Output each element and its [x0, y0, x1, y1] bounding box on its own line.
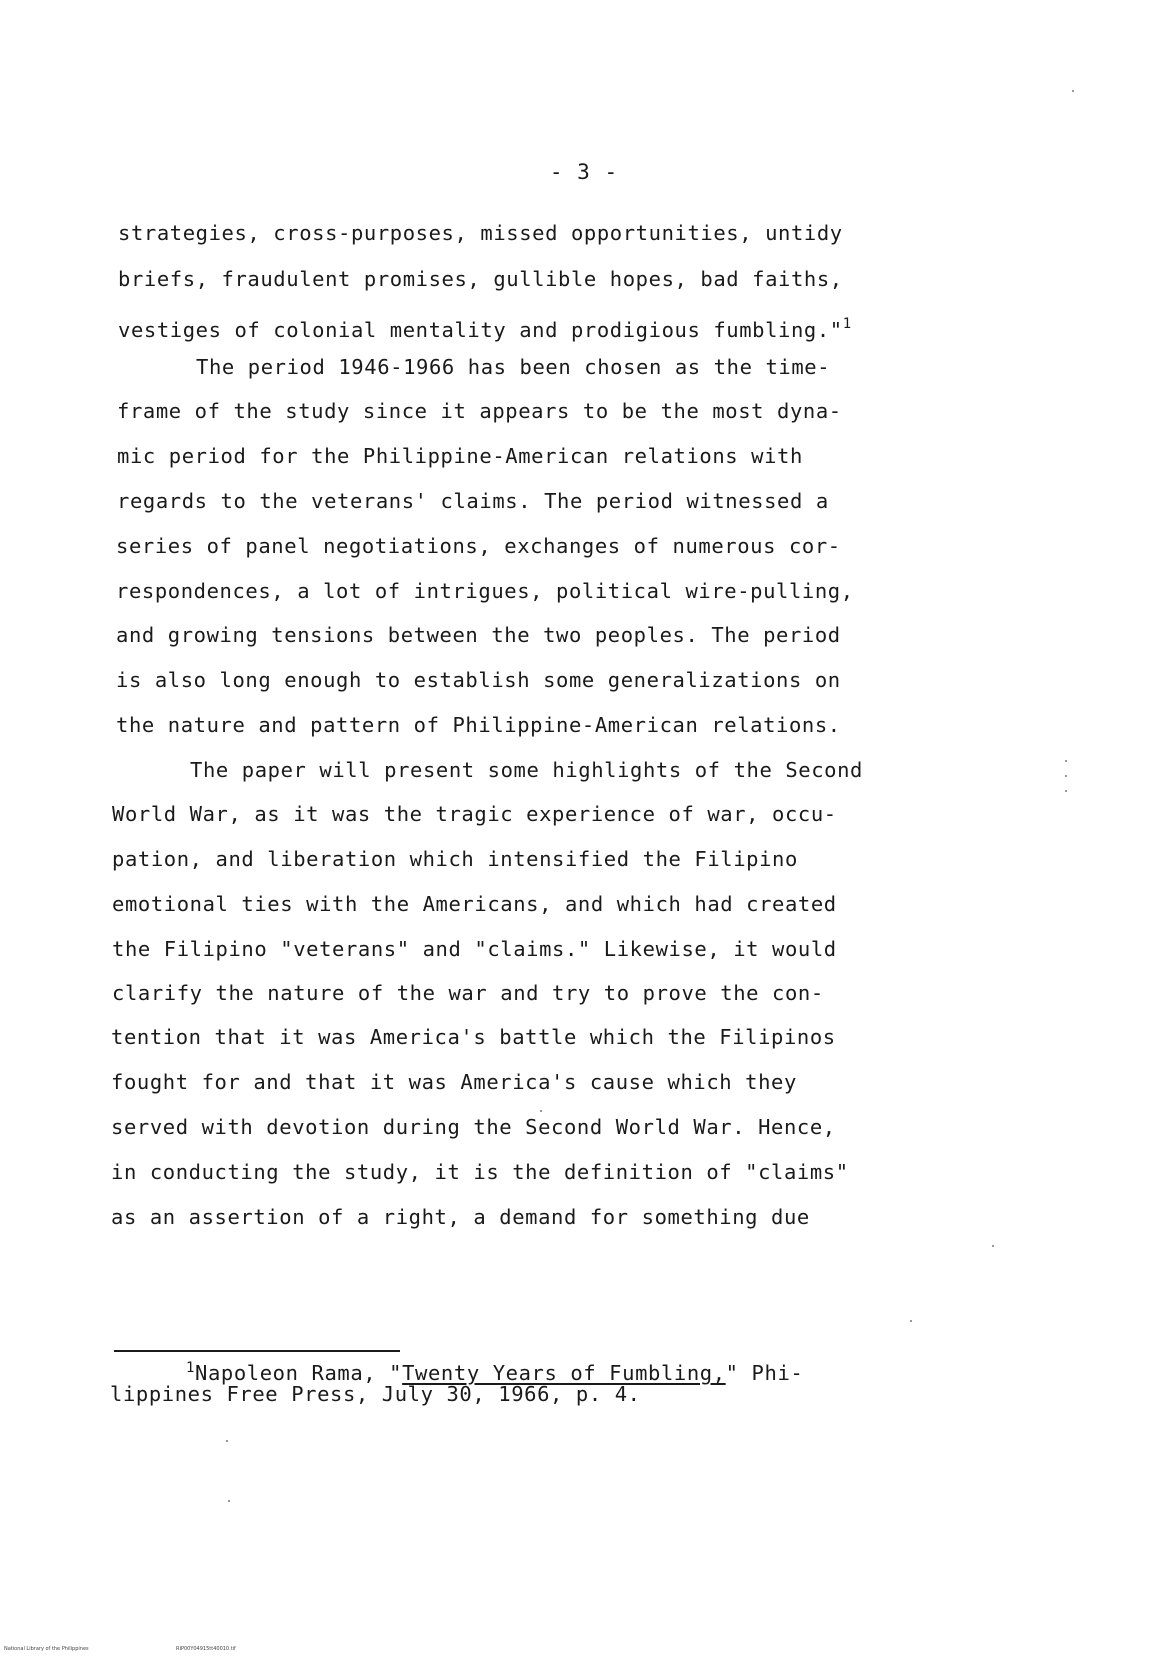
- scan-speck: [1065, 775, 1067, 777]
- scan-file-name: RIP00Y04915tt40010.tif: [176, 1646, 236, 1652]
- text-line: The paper will present some highlights of the Second: [190, 758, 863, 782]
- scan-speck: [992, 1245, 994, 1247]
- text-line: the Filipino "veterans" and "claims." Likewise, it would: [112, 937, 837, 961]
- footnote-line: [186, 1356, 803, 1385]
- footnote-reference: 1: [842, 316, 852, 332]
- text-line: World War, as it was the tragic experience of war, occu-: [112, 802, 837, 826]
- text-line: as an assertion of a right, a demand for something due: [111, 1205, 810, 1229]
- text-line: mic period for the Philippine-American relations with: [117, 444, 803, 468]
- footnote-after-title: " Phi-: [725, 1361, 804, 1385]
- text-line: is also long enough to establish some generalizations on: [116, 668, 841, 692]
- scan-speck: [226, 1440, 228, 1442]
- scan-speck: [910, 1320, 912, 1322]
- text-line: emotional ties with the Americans, and which had created: [112, 892, 837, 916]
- text-line: series of panel negotiations, exchanges of numerous cor-: [116, 534, 841, 558]
- text-line: and growing tensions between the two peoples. The period: [116, 623, 841, 647]
- footnote-marker: 1: [186, 1360, 196, 1376]
- text-line: in conducting the study, it is the definition of "claims": [111, 1160, 849, 1184]
- scan-speck: [1065, 790, 1067, 792]
- text-line: respondences, a lot of intrigues, political wire-pulling,: [116, 579, 854, 603]
- scan-speck: [540, 1110, 542, 1112]
- text-line: clarify the nature of the war and try to prove the con-: [112, 981, 824, 1005]
- text-line: frame of the study since it appears to be the most dyna-: [117, 399, 842, 423]
- page-number: - 3 -: [549, 160, 619, 184]
- footnote-article-title: Twenty Years of Fumbling,: [402, 1361, 726, 1385]
- text-line: regards to the veterans' claims. The period witnessed a: [117, 489, 829, 513]
- scan-speck: [228, 1500, 230, 1502]
- text-line: strategies, cross-purposes, missed opportunities, untidy: [118, 221, 843, 245]
- text-line: served with devotion during the Second World War. Hence,: [111, 1115, 836, 1139]
- text-line-content: vestiges of colonial mentality and prodigious fumbling.": [118, 318, 843, 342]
- scan-speck: [1065, 760, 1067, 762]
- text-line: fought for and that it was America's cause which they: [111, 1070, 797, 1094]
- text-line: tention that it was America's battle which the Filipinos: [111, 1025, 836, 1049]
- scan-source-label: National Library of the Philippines: [4, 1646, 89, 1652]
- text-line: briefs, fraudulent promises, gullible hopes, bad faiths,: [118, 267, 843, 291]
- footnote-line: lippines Free Press, July 30, 1966, p. 4.: [110, 1382, 641, 1406]
- footnote-divider: [114, 1350, 400, 1352]
- text-line: pation, and liberation which intensified the Filipino: [112, 847, 798, 871]
- text-line: the nature and pattern of Philippine-American relations.: [116, 713, 841, 737]
- scan-speck: [1072, 90, 1074, 92]
- text-line: The period 1946-1966 has been chosen as the time-: [196, 355, 831, 379]
- footnote-author: Napoleon Rama, ": [195, 1361, 403, 1385]
- text-line: [118, 311, 852, 343]
